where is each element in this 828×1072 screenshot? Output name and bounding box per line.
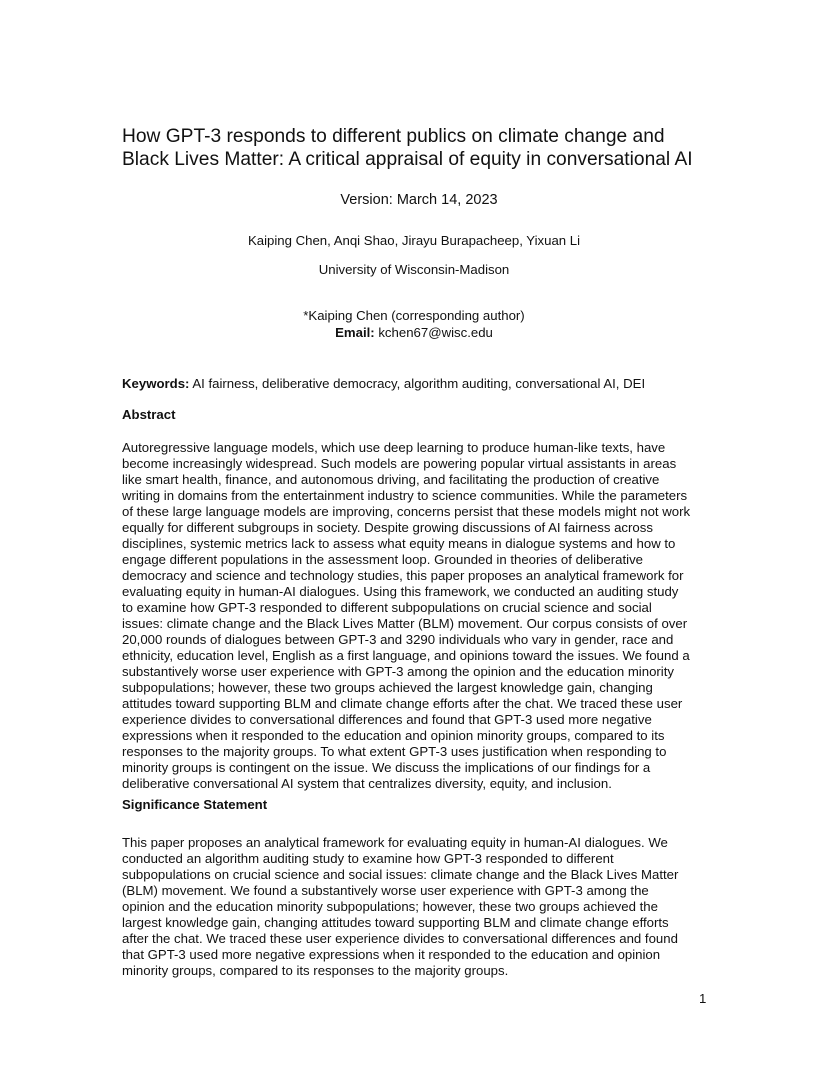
author-list: Kaiping Chen, Anqi Shao, Jirayu Burapacheep, Yixuan Li [247,233,581,248]
abstract-line: minority groups is contingent on the issue. We discuss the implications of our findings for a [122,760,651,775]
abstract-line: evaluating equity in human-AI dialogues. Using this framework, we conducted an auditing study [122,584,679,599]
abstract-line: engage different populations in the assessment loop. Grounded in theories of deliberative [122,552,644,567]
paper-title [122,126,722,171]
abstract-line: experience divides to conversational differences and found that GPT-3 used more negative [122,712,652,727]
significance-line: conducted an algorithm auditing study to examine how GPT-3 responded to different [122,851,614,866]
abstract-line: ethnicity, education level, English as a first language, and opinions toward the issues. We found a [122,648,690,663]
email-address: kchen67@wisc.edu [374,325,493,340]
abstract-line: deliberative conversational AI system that centralizes diversity, equity, and inclusion. [122,776,612,791]
significance-line: opinion and the education minority subpopulations; however, these two groups achieved the [122,899,658,914]
page-number: 1 [699,991,707,1006]
abstract-line: equally for different subgroups in society. Despite growing discussions of AI fairness across [122,520,653,535]
abstract-line: 20,000 rounds of dialogues between GPT-3 and 3290 individuals who vary in gender, race and [122,632,674,647]
abstract-line: democracy and science and technology studies, this paper proposes an analytical framework for [122,568,684,583]
email-line [0,325,828,341]
affiliation: University of Wisconsin-Madison [318,262,510,277]
abstract-heading: Abstract [122,407,176,422]
keywords-label: Keywords: [122,376,190,391]
significance-line: This paper proposes an analytical framework for evaluating equity in human-AI dialogues. We [122,835,668,850]
title-line-2: Black Lives Matter: A critical appraisal of equity in conversational AI [122,148,693,170]
significance-line: largest knowledge gain, changing attitudes toward supporting BLM and climate change efforts [122,915,669,930]
abstract-line: attitudes toward supporting BLM and climate change efforts after the chat. We traced these user [122,696,683,711]
abstract-line: substantively worse user experience with GPT-3 among the opinion and the education minority [122,664,674,679]
significance-line: (BLM) movement. We found a substantively worse user experience with GPT-3 among the [122,883,649,898]
corresponding-author: *Kaiping Chen (corresponding author) [303,308,525,323]
significance-heading: Significance Statement [122,797,268,812]
abstract-line: like smart health, finance, and autonomous driving, and facilitating the production of creative [122,472,660,487]
abstract-line: subpopulations; however, these two groups achieved the largest knowledge gain, changing [122,680,653,695]
significance-paragraph [122,835,712,979]
keywords-list: AI fairness, deliberative democracy, algorithm auditing, conversational AI, DEI [189,376,646,391]
significance-line: after the chat. We traced these user experience divides to conversational differences and found [122,931,678,946]
abstract-line: responses to the majority groups. To what extent GPT-3 uses justification when responding to [122,744,667,759]
significance-line: subpopulations on crucial science and social issues: climate change and the Black Lives Matter [122,867,679,882]
abstract-line: Autoregressive language models, which use deep learning to produce human-like texts, have [122,440,666,455]
version-date: Version: March 14, 2023 [340,192,498,208]
title-line-1: How GPT-3 responds to different publics on climate change and [122,126,665,147]
keywords-line [122,376,712,392]
significance-line: that GPT-3 used more negative expressions when it responded to the education and opinion [122,947,661,962]
abstract-line: expressions when it responded to the education and opinion minority groups, compared to its [122,728,665,743]
abstract-line: writing in domains from the entertainment industry to science communities. While the parameters [122,488,688,503]
abstract-line: to examine how GPT-3 responded to different subpopulations on crucial science and social [122,600,652,615]
abstract-paragraph [122,440,712,792]
abstract-line: issues: climate change and the Black Lives Matter (BLM) movement. Our corpus consists of over [122,616,688,631]
abstract-line: of these large language models are improving, concerns persist that these models might not work [122,504,691,519]
abstract-line: disciplines, systemic metrics lack to assess what equity means in dialogue systems and how to [122,536,676,551]
significance-line: minority groups, compared to its responses to the majority groups. [122,963,509,978]
email-label: Email: [335,325,375,340]
abstract-line: become increasingly widespread. Such models are powering popular virtual assistants in areas [122,456,677,471]
